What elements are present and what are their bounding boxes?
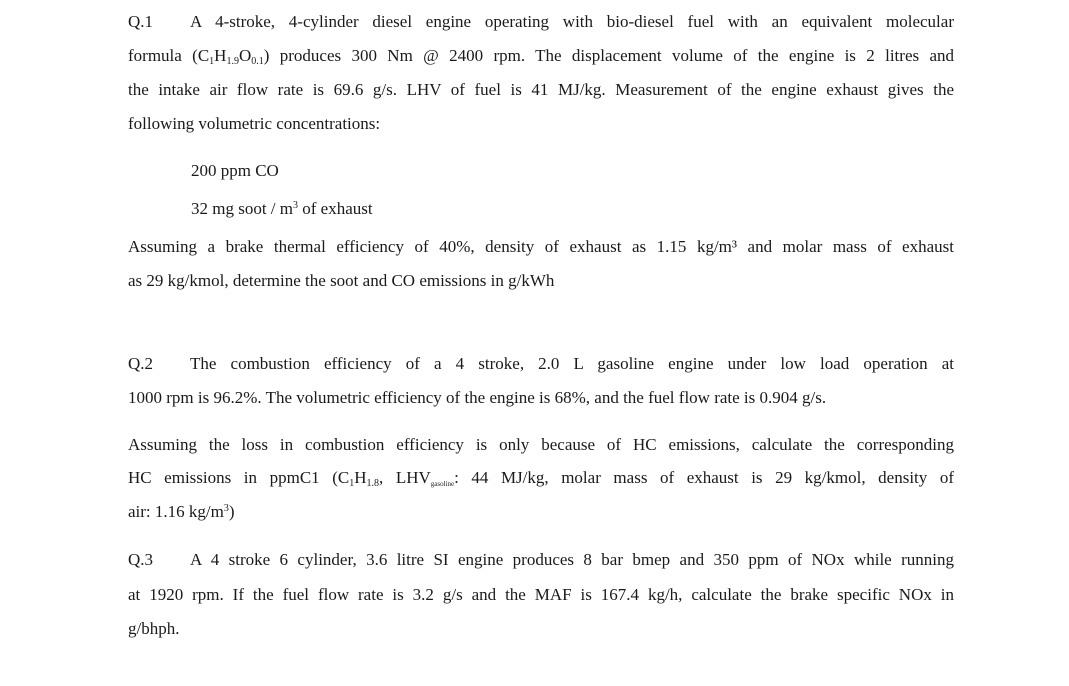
q1-formula-prefix: formula (C bbox=[128, 46, 210, 65]
q2-formula-h-sub: 1.8 bbox=[366, 478, 379, 489]
q2-line-4-text: : 44 MJ/kg, molar mass of exhaust is 29 kg/kmol, density of bbox=[454, 468, 954, 487]
q1-number: Q.1 bbox=[128, 12, 154, 31]
q2-line-2: 1000 rpm is 96.2%. The volumetric efficiency of the engine is 68%, and the fuel flow rate is 0.904 g/s. bbox=[128, 388, 827, 407]
q2-line-5 bbox=[128, 501, 954, 523]
q1-line-2 bbox=[128, 45, 954, 67]
q1-line-3: the intake air flow rate is 69.6 g/s. LHV of fuel is 41 MJ/kg. Measurement of the engine exhaust gives the bbox=[128, 80, 954, 99]
q1-soot-prefix: 32 mg soot / m bbox=[191, 199, 294, 218]
q2-line-4 bbox=[128, 467, 954, 489]
q2-lhv-label: , LHV bbox=[379, 468, 431, 487]
q1-soot-suffix: of exhaust bbox=[298, 199, 373, 218]
q1-formula-h: H bbox=[214, 46, 227, 65]
q3-line-1-text: A 4 stroke 6 cylinder, 3.6 litre SI engine produces 8 bar bmep and 350 ppm of NOx while running bbox=[190, 550, 954, 569]
q1-line-4: following volumetric concentrations: bbox=[128, 114, 381, 133]
q3-line-2: at 1920 rpm. If the fuel flow rate is 3.2 g/s and the MAF is 167.4 kg/h, calculate the brake specific NOx in bbox=[128, 585, 954, 604]
q2-air-density: air: 1.16 kg/m bbox=[128, 502, 224, 521]
q1-concentration-soot bbox=[191, 198, 373, 220]
q2-formula-h: H bbox=[354, 468, 367, 487]
q2-number: Q.2 bbox=[128, 354, 154, 373]
q1-line-6: as 29 kg/kmol, determine the soot and CO emissions in g/kWh bbox=[128, 271, 555, 290]
q1-formula-c-sub: 1 bbox=[209, 56, 215, 67]
q2-air-density-sup: 3 bbox=[223, 503, 229, 514]
q1-line-5: Assuming a brake thermal efficiency of 40%, density of exhaust as 1.15 kg/m³ and molar mass of exhaust bbox=[128, 237, 954, 256]
q2-line-1-text: The combustion efficiency of a 4 stroke, 2.0 L gasoline engine under low load operation at bbox=[190, 354, 954, 373]
q3-line-3: g/bhph. bbox=[128, 619, 180, 638]
q1-soot-sup: 3 bbox=[293, 200, 299, 211]
q1-line-2-text: ) produces 300 Nm @ 2400 rpm. The displacement volume of the engine is 2 litres and bbox=[263, 46, 954, 65]
q2-formula-c-sub: 1 bbox=[349, 478, 355, 489]
q2-line-1 bbox=[128, 353, 954, 375]
q2-lhv-sub: gasoline bbox=[430, 480, 455, 488]
q3-line-1 bbox=[128, 549, 954, 571]
q1-concentration-co: 200 ppm CO bbox=[191, 161, 279, 180]
q1-line-1-text: A 4-stroke, 4-cylinder diesel engine operating with bio-diesel fuel with an equivalent molecular bbox=[190, 12, 954, 31]
q1-formula-h-sub: 1.9 bbox=[226, 56, 239, 67]
q1-formula-o: O bbox=[238, 46, 252, 65]
q2-air-density-close: ) bbox=[228, 502, 235, 521]
q1-line-1 bbox=[128, 11, 954, 33]
q2-line-3: Assuming the loss in combustion efficiency is only because of HC emissions, calculate the corresponding bbox=[128, 435, 954, 454]
q3-number: Q.3 bbox=[128, 550, 154, 569]
q2-formula-prefix: HC emissions in ppmC1 (C bbox=[128, 468, 350, 487]
q1-formula-o-sub: 0.1 bbox=[251, 56, 264, 67]
